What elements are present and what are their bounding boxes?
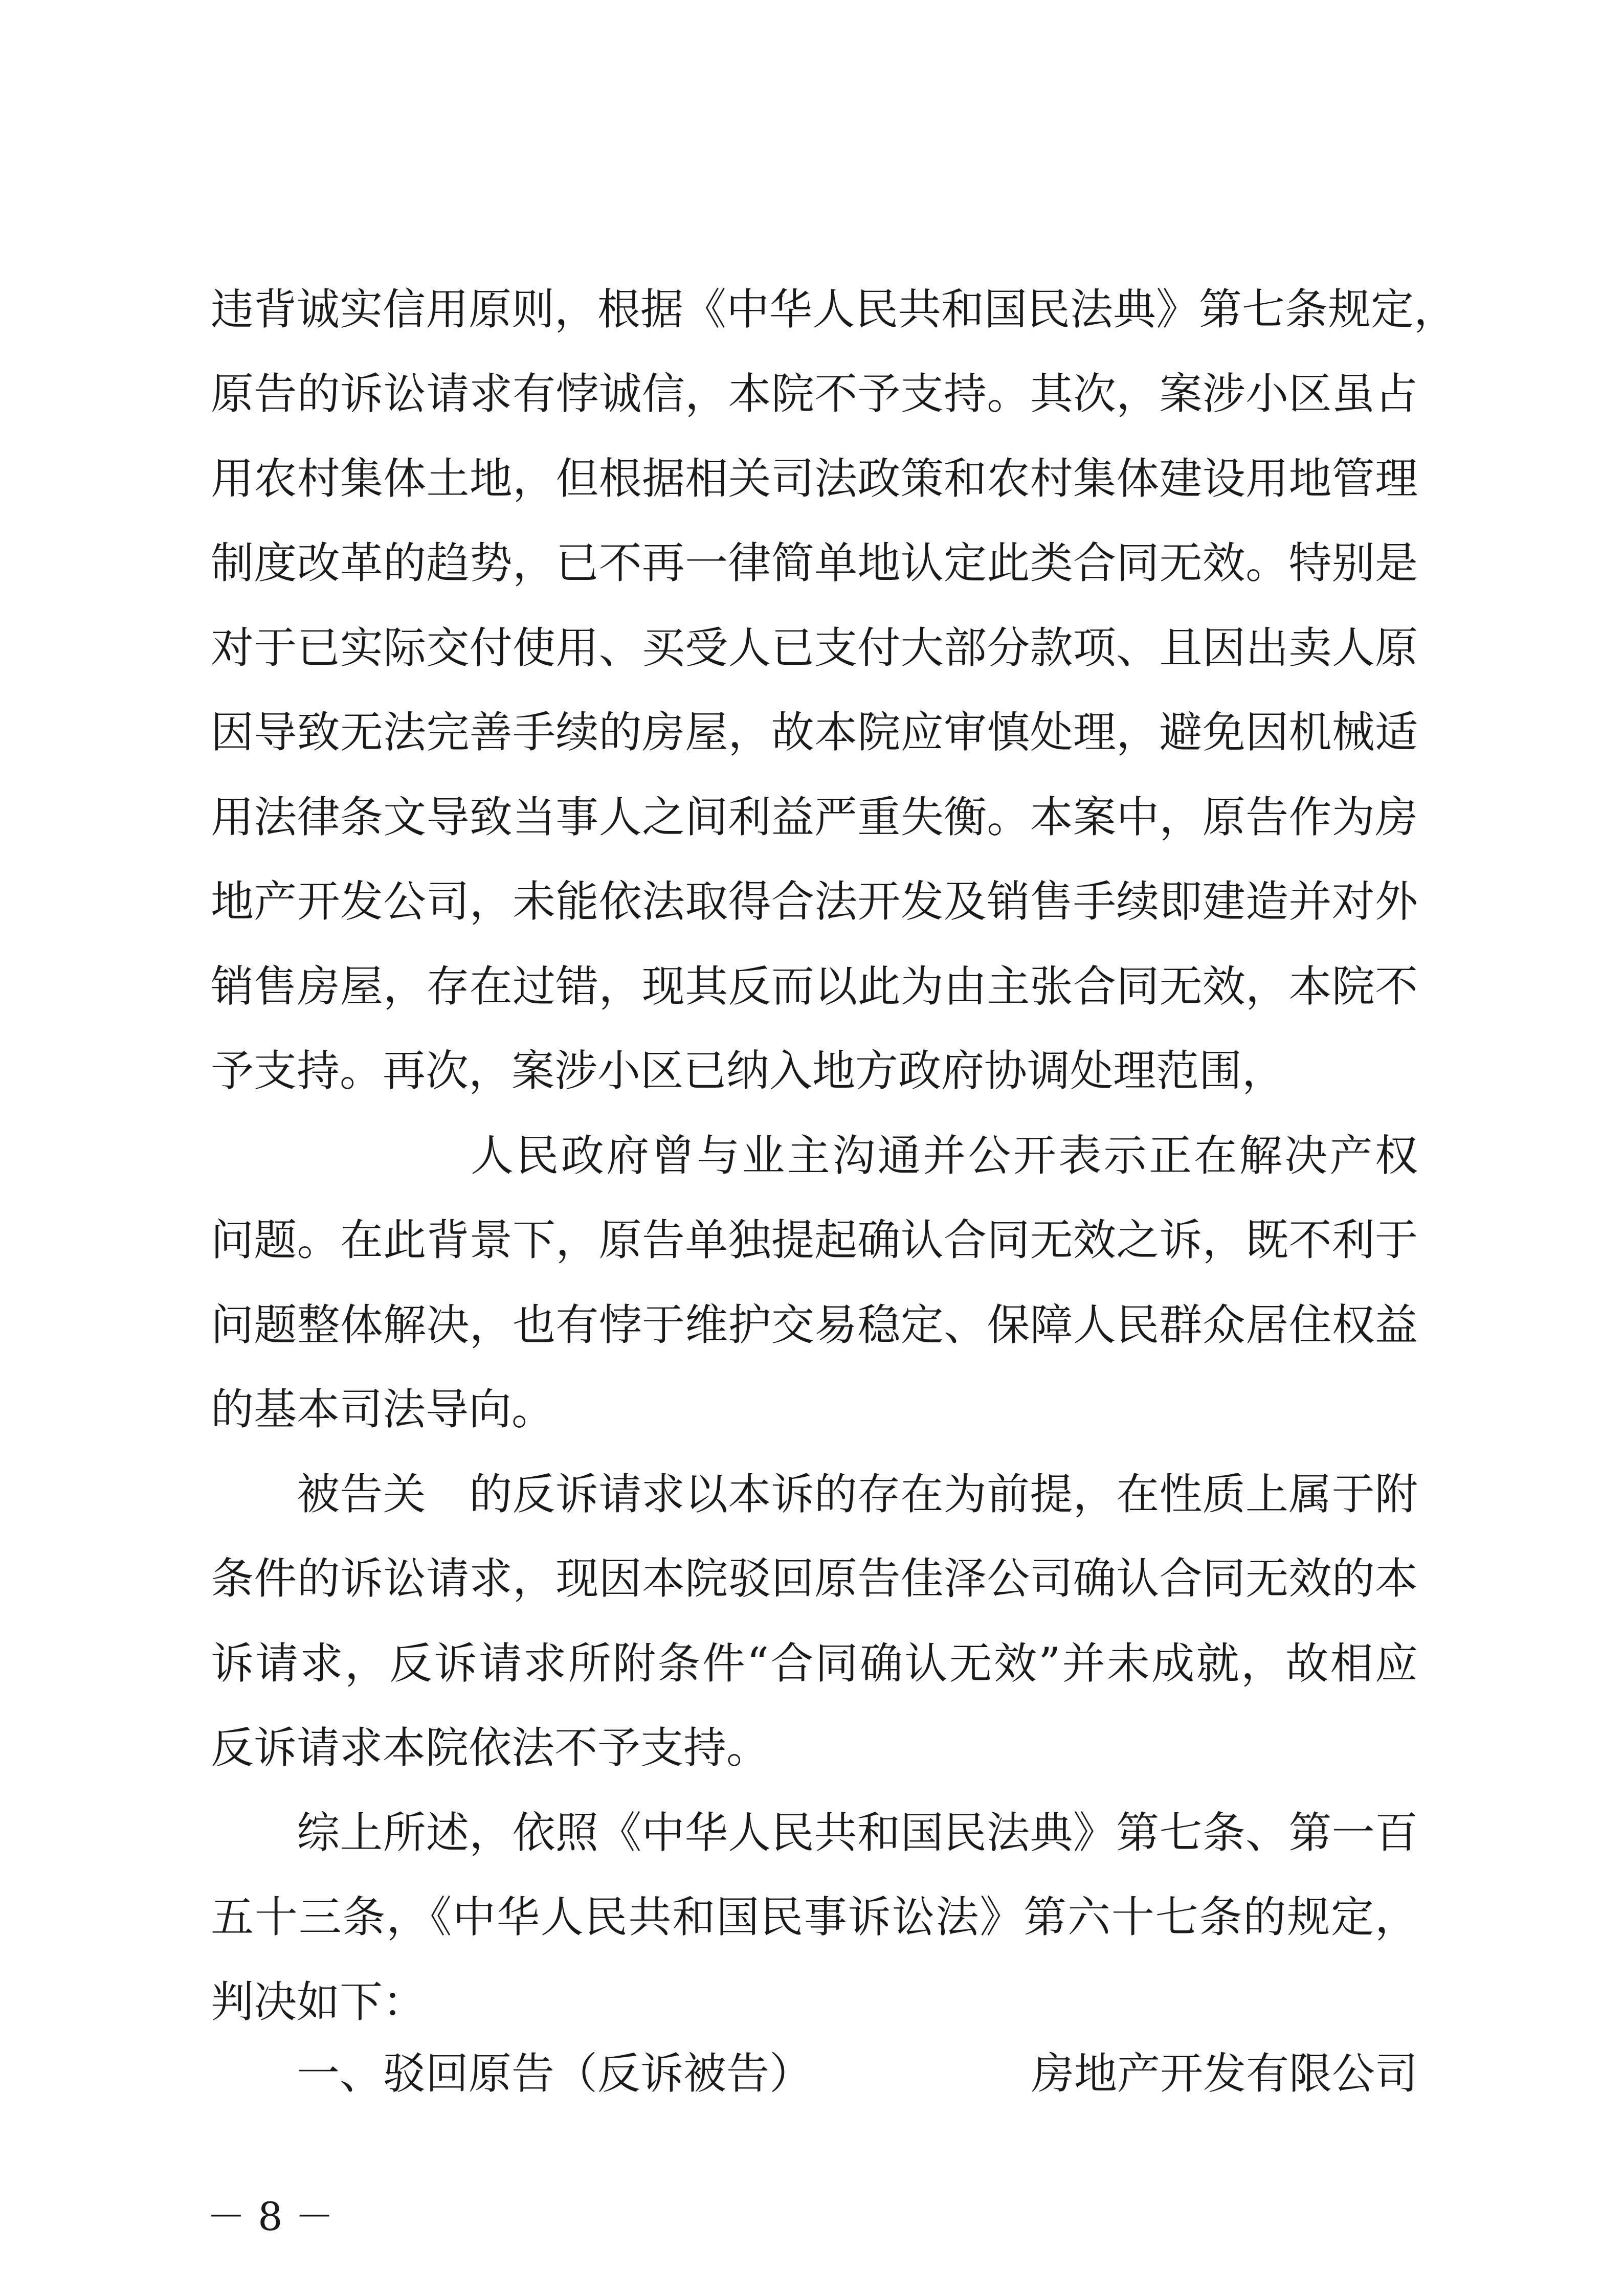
judgment-item-left: 一、驳回原告（反诉被告） [297,2049,813,2099]
body-line-9: 销售房屋，存在过错，现其反而以此为由主张合同无效，本院不 [211,961,1418,1011]
body-line-13: 问题整体解决，也有悖于维护交易稳定、保障人民群众居住权益 [211,1300,1418,1350]
body-line-1: 违背诚实信用原则，根据《中华人民共和国民法典》第七条规定， [211,284,1457,334]
body-line-15: 被告关 的反诉请求以本诉的存在为前提，在性质上属于附 [297,1469,1418,1519]
body-line-10: 予支持。再次，案涉小区已纳入地方政府协调处理范围， [211,1046,1285,1096]
body-line-2: 原告的诉讼请求有悖诚信，本院不予支持。其次，案涉小区虽占 [211,369,1418,419]
body-line-11: 人民政府曾与业主沟通并公开表示正在解决产权 [471,1131,1418,1181]
body-line-19: 综上所述，依照《中华人民共和国民法典》第七条、第一百 [297,1808,1418,1858]
body-line-20: 五十三条，《中华人民共和国民事诉讼法》第六十七条的规定， [211,1892,1418,1942]
body-line-5: 对于已实际交付使用、买受人已支付大部分款项、且因出卖人原 [211,623,1418,673]
body-line-16: 条件的诉讼请求，现因本院驳回原告佳泽公司确认合同无效的本 [211,1554,1418,1604]
body-line-14: 的基本司法导向。 [211,1384,555,1434]
judgment-item-line [297,2038,1418,2109]
body-line-3: 用农村集体土地，但根据相关司法政策和农村集体建设用地管理 [211,454,1418,504]
body-line-12: 问题。在此背景下，原告单独提起确认合同无效之诉，既不利于 [211,1215,1418,1265]
body-line-18: 反诉请求本院依法不予支持。 [211,1723,770,1773]
body-line-21: 判决如下： [211,1977,426,2027]
judgment-item-right: 房地产开发有限公司 [1031,2049,1418,2099]
body-line-7: 用法律条文导致当事人之间利益严重失衡。本案中，原告作为房 [211,792,1418,842]
body-line-17: 诉请求，反诉请求所附条件“合同确认无效”并未成就，故相应 [211,1638,1418,1689]
body-line-8: 地产开发公司，未能依法取得合法开发及销售手续即建造并对外 [211,876,1418,927]
body-line-4: 制度改革的趋势，已不再一律简单地认定此类合同无效。特别是 [211,538,1418,588]
body-line-6: 因导致无法完善手续的房屋，故本院应审慎处理，避免因机械适 [211,707,1418,757]
page-number: － 8 － [207,2194,334,2239]
